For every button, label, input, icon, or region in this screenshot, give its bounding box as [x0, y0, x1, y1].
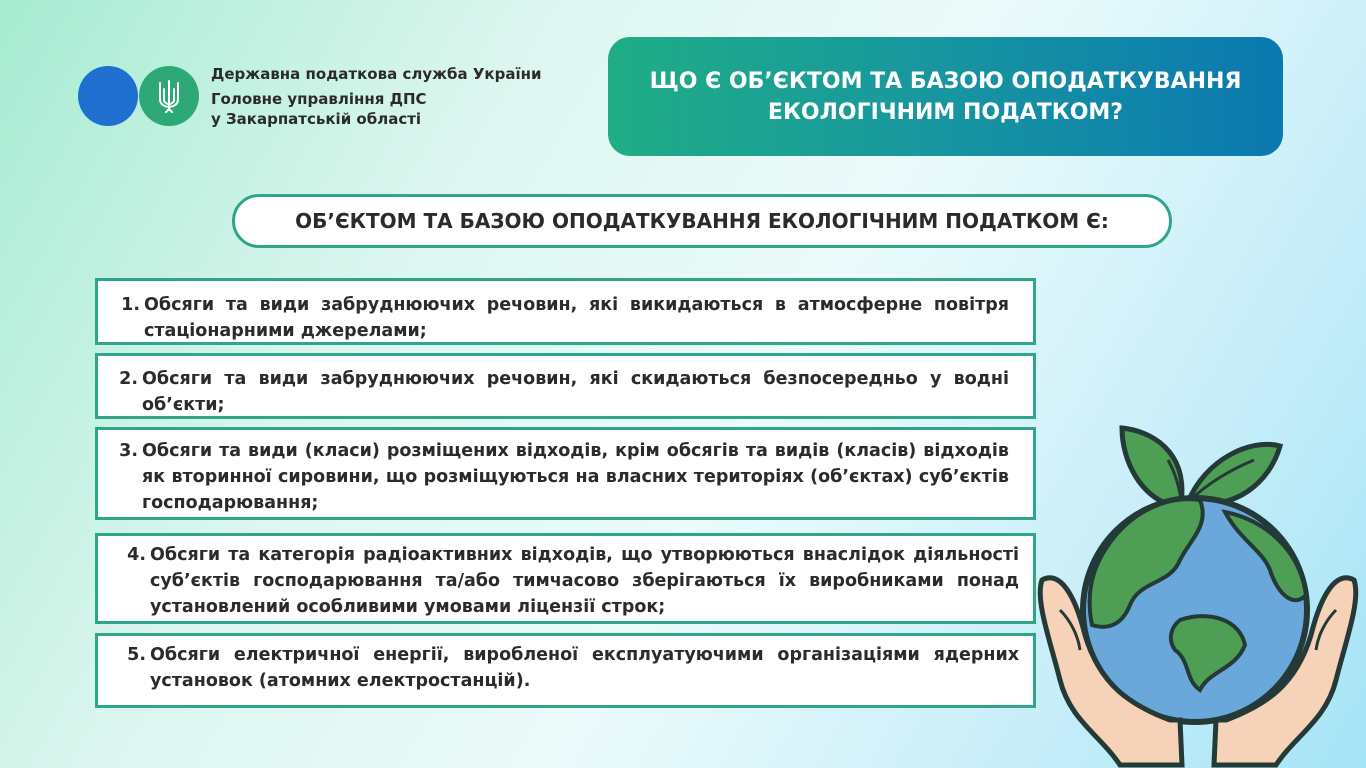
hands-holding-earth-icon — [1030, 420, 1366, 768]
section-subtitle: ОБ’ЄКТОМ ТА БАЗОЮ ОПОДАТКУВАННЯ ЕКОЛОГІЧНИМ ПОДАТКОМ Є: — [232, 194, 1172, 248]
list-item-number: 2. — [119, 369, 138, 389]
list-item — [95, 633, 1036, 708]
list-item — [95, 278, 1036, 345]
list-item-number: 3. — [119, 441, 138, 461]
list-item-text: Обсяги та категорія радіоактивних відходів, що утворюються внаслідок діяльності суб’єктів господарювання та/або тимчасово зберігаються їх виробниками понад установлений особливими умовами ліцензії строк; — [150, 545, 1019, 617]
org-name-line3: у Закарпатській області — [211, 110, 422, 128]
list-item-text: Обсяги електричної енергії, виробленої експлуатуючими організаціями ядерних установок (атомних електростанцій). — [150, 645, 1019, 691]
page-title: ЩО Є ОБ’ЄКТОМ ТА БАЗОЮ ОПОДАТКУВАННЯ ЕКОЛОГІЧНИМ ПОДАТКОМ? — [608, 37, 1283, 156]
list-item-text: Обсяги та види (класи) розміщених відходів, крім обсягів та видів (класів) відходів як вторинної сировини, що розміщуються на власних територіях (об’єктах) суб’єктів господарювання; — [142, 441, 1009, 513]
list-item-number: 4. — [127, 545, 146, 565]
list-item — [95, 353, 1036, 419]
org-name-line2: Головне управління ДПС — [211, 90, 427, 108]
logo-blue-circle — [78, 66, 138, 126]
logo-green-circle — [139, 66, 199, 126]
list-item-text: Обсяги та види забруднюючих речовин, які скидаються безпосередньо у водні об’єкти; — [142, 369, 1009, 415]
list-item-text: Обсяги та види забруднюючих речовин, які викидаються в атмосферне повітря стаціонарними джерелами; — [144, 295, 1009, 341]
trident-icon — [156, 79, 182, 113]
list-item — [95, 427, 1036, 520]
list-item-number: 5. — [127, 645, 146, 665]
org-name-line1: Державна податкова служба України — [211, 65, 542, 83]
list-item-number: 1. — [121, 295, 140, 315]
list-item — [95, 533, 1036, 624]
